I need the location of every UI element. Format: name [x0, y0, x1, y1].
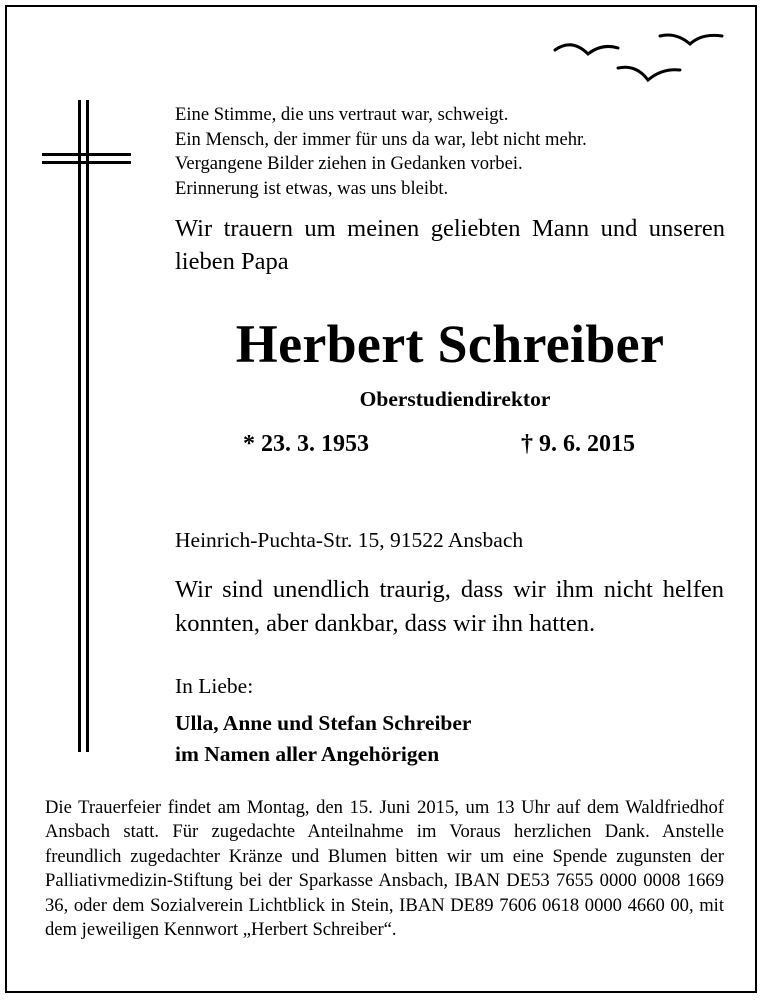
sorrow-text: Wir sind unendlich traurig, dass wir ihm nicht helfen konnten, aber dankbar, dass wir ihn hatten.	[175, 576, 724, 637]
cross-icon	[40, 100, 135, 760]
family-signature	[175, 708, 471, 770]
death-date: † 9. 6. 2015	[521, 431, 635, 457]
birds-icon	[550, 28, 730, 88]
closing-text: In Liebe:	[175, 674, 254, 698]
birth-date: * 23. 3. 1953	[243, 431, 369, 457]
family-relatives: im Namen aller Angehörigen	[175, 742, 440, 766]
deceased-title: Oberstudiendirektor	[359, 387, 551, 411]
poem	[175, 103, 735, 201]
funeral-notice: Die Trauerfeier findet am Montag, den 15. Juni 2015, um 13 Uhr auf dem Waldfriedhof Ansbach statt. Für zugedachte Anteilnahme im Voraus herzlichen Dank. Anstelle freundlich zugedachter Kränze und Blumen bitten wir um eine Spende zugunsten der Palliativmedizin-Stiftung bei der Sparkasse Ansbach, IBAN DE53 7655 0000 0008 1669 36, oder dem Sozialverein Lichtblick in Stein, IBAN DE89 7606 0618 0000 4660 00, mit dem jeweiligen Kennwort „Herbert Schreiber“.	[45, 797, 724, 941]
deceased-name: Herbert Schreiber	[235, 314, 665, 374]
poem-line: Erinnerung ist etwas, was uns bleibt.	[175, 177, 449, 199]
poem-line: Vergangene Bilder ziehen in Gedanken vorbei.	[175, 153, 523, 174]
address: Heinrich-Puchta-Str. 15, 91522 Ansbach	[175, 528, 524, 552]
poem-line: Eine Stimme, die uns vertraut war, schweigt.	[175, 104, 509, 125]
intro-text: Wir trauern um meinen geliebten Mann und unseren lieben Papa	[175, 215, 725, 275]
family-names: Ulla, Anne und Stefan Schreiber	[175, 711, 472, 735]
poem-line: Ein Mensch, der immer für uns da war, lebt nicht mehr.	[175, 128, 587, 150]
